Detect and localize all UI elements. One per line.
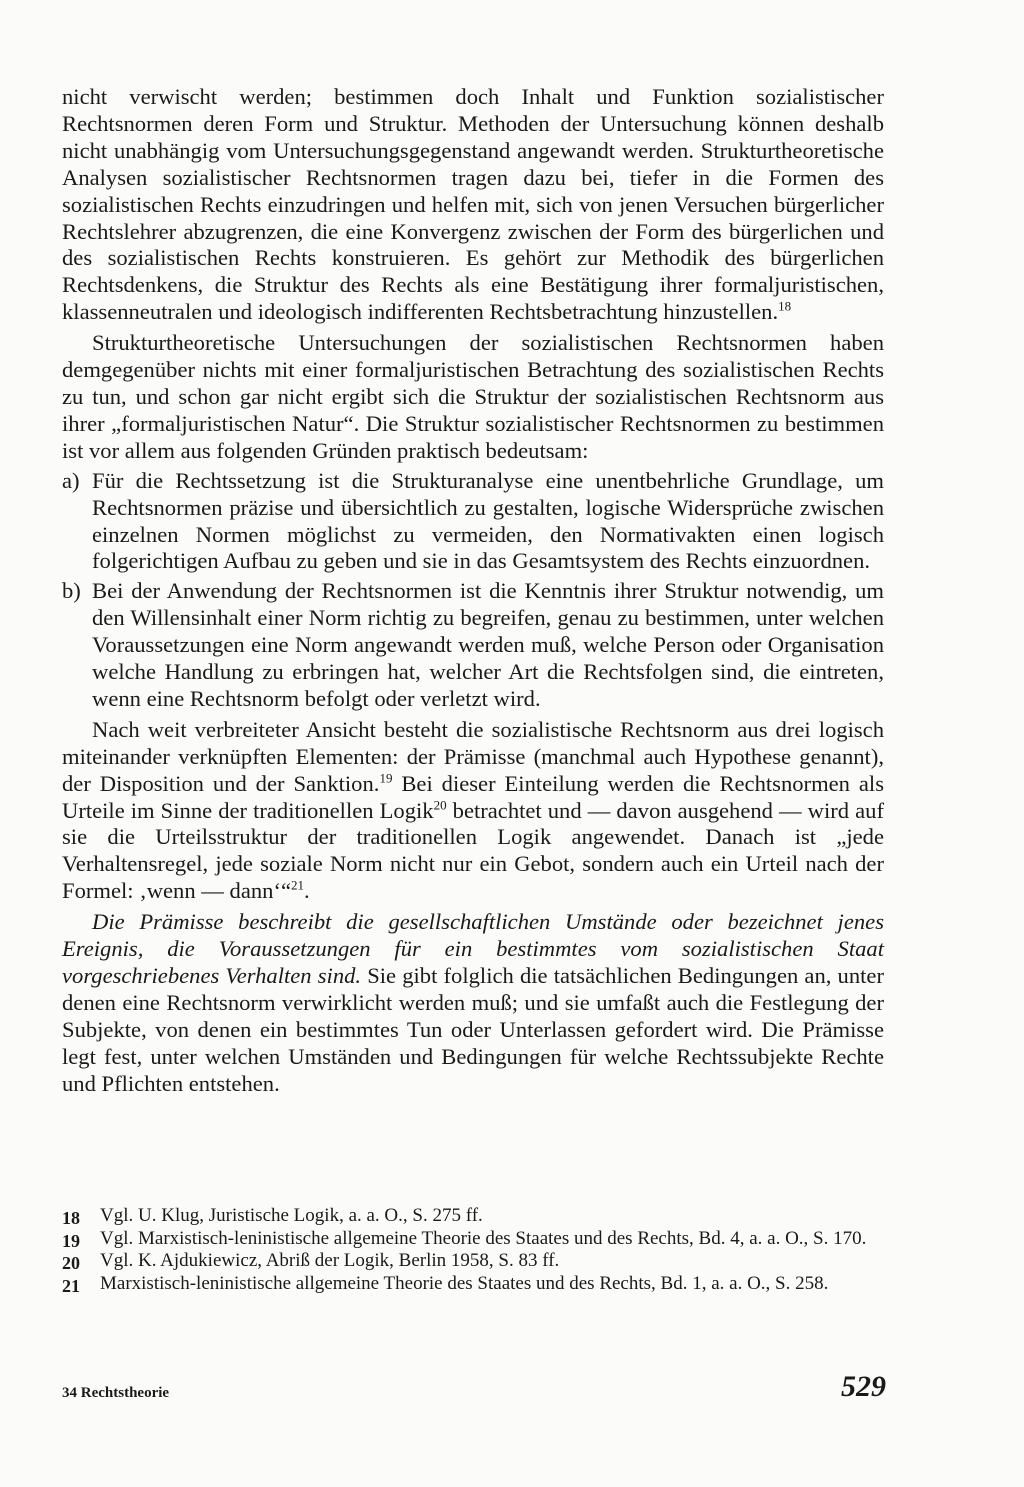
footnote-20 — [62, 1250, 884, 1273]
list-item-text: Für die Rechtssetzung ist die Strukturanalyse eine unentbehrliche Grundlage, um Rechtsnormen präzise und übersichtlich zu gestalten, logische Widersprüche zwischen einzelnen Normen möglichst zu vermeiden, den Normativakten einen logisch folgerichtigen Aufbau zu geben und sie in das Gesamtsystem des Rechts einzuordnen. — [92, 467, 884, 574]
footnote-text: Marxistisch-leninistische allgemeine Theorie des Staates und des Rechts, Bd. 1, a. a. O., S. 258. — [100, 1272, 829, 1294]
footnote-21 — [62, 1273, 884, 1296]
footnotes — [62, 1205, 884, 1295]
footnote-number: 18 — [62, 1208, 80, 1228]
footnote-19 — [62, 1228, 884, 1251]
paragraph-1-text: nicht verwischt werden; bestimmen doch Inhalt und Funktion sozialistischer Rechtsnormen deren Form und Struktur. Methoden der Untersuchung können deshalb nicht unabhängig vom Untersuchungsgegenstand angewandt werden. Strukturtheoretische Analysen sozialistischer Rechtsnormen tragen dazu bei, tiefer in die Formen des sozialistischen Rechts einzudringen und helfen mit, sich von jenen Versuchen bürgerlicher Rechtslehrer abzugrenzen, die eine Konvergenz zwischen der Form des bürgerlichen und des sozialistischen Rechts konstruieren. Es gehört zur Methodik des bürgerlichen Rechtsdenkens, die Struktur des Rechts als eine Bestätigung ihrer formaljuristischen, klassenneutralen und ideologisch indifferenten Rechtsbetrachtung hinzustellen. — [62, 84, 884, 325]
paragraph-4-rest: Sie gibt folglich die tatsächlichen Bedingungen an, unter denen eine Rechtsnorm verwirklicht werden muß; und sie umfaßt auch die Festlegung der Subjekte, von denen ein bestimmtes Tun oder Unterlassen gefordert wird. Die Prämisse legt fest, unter welchen Umständen und Bedingungen für welche Rechtssubjekte Rechte und Pflichten entstehen. — [62, 963, 884, 1096]
paragraph-3-part-d: . — [304, 878, 310, 904]
footnote-18 — [62, 1205, 884, 1228]
paragraph-3 — [62, 717, 884, 905]
footnote-text: Vgl. U. Klug, Juristische Logik, a. a. O., S. 275 ff. — [100, 1205, 483, 1226]
paragraph-1 — [62, 84, 884, 326]
footnote-ref-19[interactable]: 19 — [379, 770, 393, 786]
paragraph-3-part-a: Nach weit verbreiteter Ansicht besteht die sozialistische Rechtsnorm aus drei logisch miteinander verknüpften Elementen: der Prämisse (manchmal auch Hypothese genannt), der Disposition und der Sanktion. — [62, 716, 884, 796]
page-body — [62, 84, 884, 1098]
list-item — [62, 468, 884, 576]
list-item — [62, 578, 884, 713]
signature-mark: 34 Rechtstheorie — [62, 1385, 170, 1401]
paragraph-4 — [62, 909, 884, 1097]
footnote-number: 20 — [62, 1253, 80, 1273]
paragraph-3-part-b: Bei dieser Einteilung werden die Rechtsnormen als Urteile im Sinne der traditionellen Logik — [62, 770, 884, 823]
list-item-text: Bei der Anwendung der Rechtsnormen ist die Kenntnis ihrer Struktur notwendig, um den Willensinhalt einer Norm richtig zu begreifen, genau zu bestimmen, unter welchen Voraussetzungen eine Norm angewandt werden muß, welche Person oder Organisation welche Handlung zu erbringen hat, welcher Art die Rechtsfolgen sind, die eintreten, wenn eine Rechtsnorm befolgt oder verletzt wird. — [92, 578, 884, 711]
paragraph-3-part-c: betrachtet und — davon ausgehend — wird auf sie die Urteilsstruktur der traditionellen Logik angewendet. Danach ist „jede Verhaltensregel, jede soziale Norm nicht nur ein Gebot, sondern auch ein Urteil nach der Formel: ‚wenn — dann‘“ — [62, 797, 884, 904]
paragraph-4-italic: Die Prämisse beschreibt die gesellschaftlichen Umstände oder bezeichnet jenes Ereignis, die Voraussetzungen für ein bestimmtes vom sozialistischen Staat vorgeschriebenes Verhalten sind. — [62, 909, 884, 988]
footnote-text: Vgl. Marxistisch-leninistische allgemeine Theorie des Staates und des Rechts, Bd. 4, a. a. O., S. 170. — [100, 1227, 867, 1249]
footnote-number: 21 — [62, 1275, 80, 1296]
footnote-ref-20[interactable]: 20 — [433, 797, 447, 813]
list-item-label: b) — [62, 578, 81, 604]
footnote-number: 19 — [62, 1230, 80, 1251]
footnote-ref-18[interactable]: 18 — [778, 298, 792, 314]
list-item-label: a) — [62, 467, 80, 493]
reasons-list — [62, 468, 884, 713]
page-number: 529 — [841, 1370, 886, 1403]
paragraph-2: Strukturtheoretische Untersuchungen der sozialistischen Rechtsnormen haben demgegenüber nichts mit einer formaljuristischen Betrachtung des sozialistischen Rechts zu tun, und schon gar nicht ergibt sich die Struktur der sozialistischen Rechtsnorm aus ihrer „formaljuristischen Natur“. Die Struktur sozialistischer Rechtsnormen zu bestimmen ist vor allem aus folgenden Gründen praktisch bedeutsam: — [62, 330, 884, 463]
footnote-text: Vgl. K. Ajdukiewicz, Abriß der Logik, Berlin 1958, S. 83 ff. — [100, 1250, 560, 1271]
footnote-ref-21[interactable]: 21 — [291, 877, 305, 893]
